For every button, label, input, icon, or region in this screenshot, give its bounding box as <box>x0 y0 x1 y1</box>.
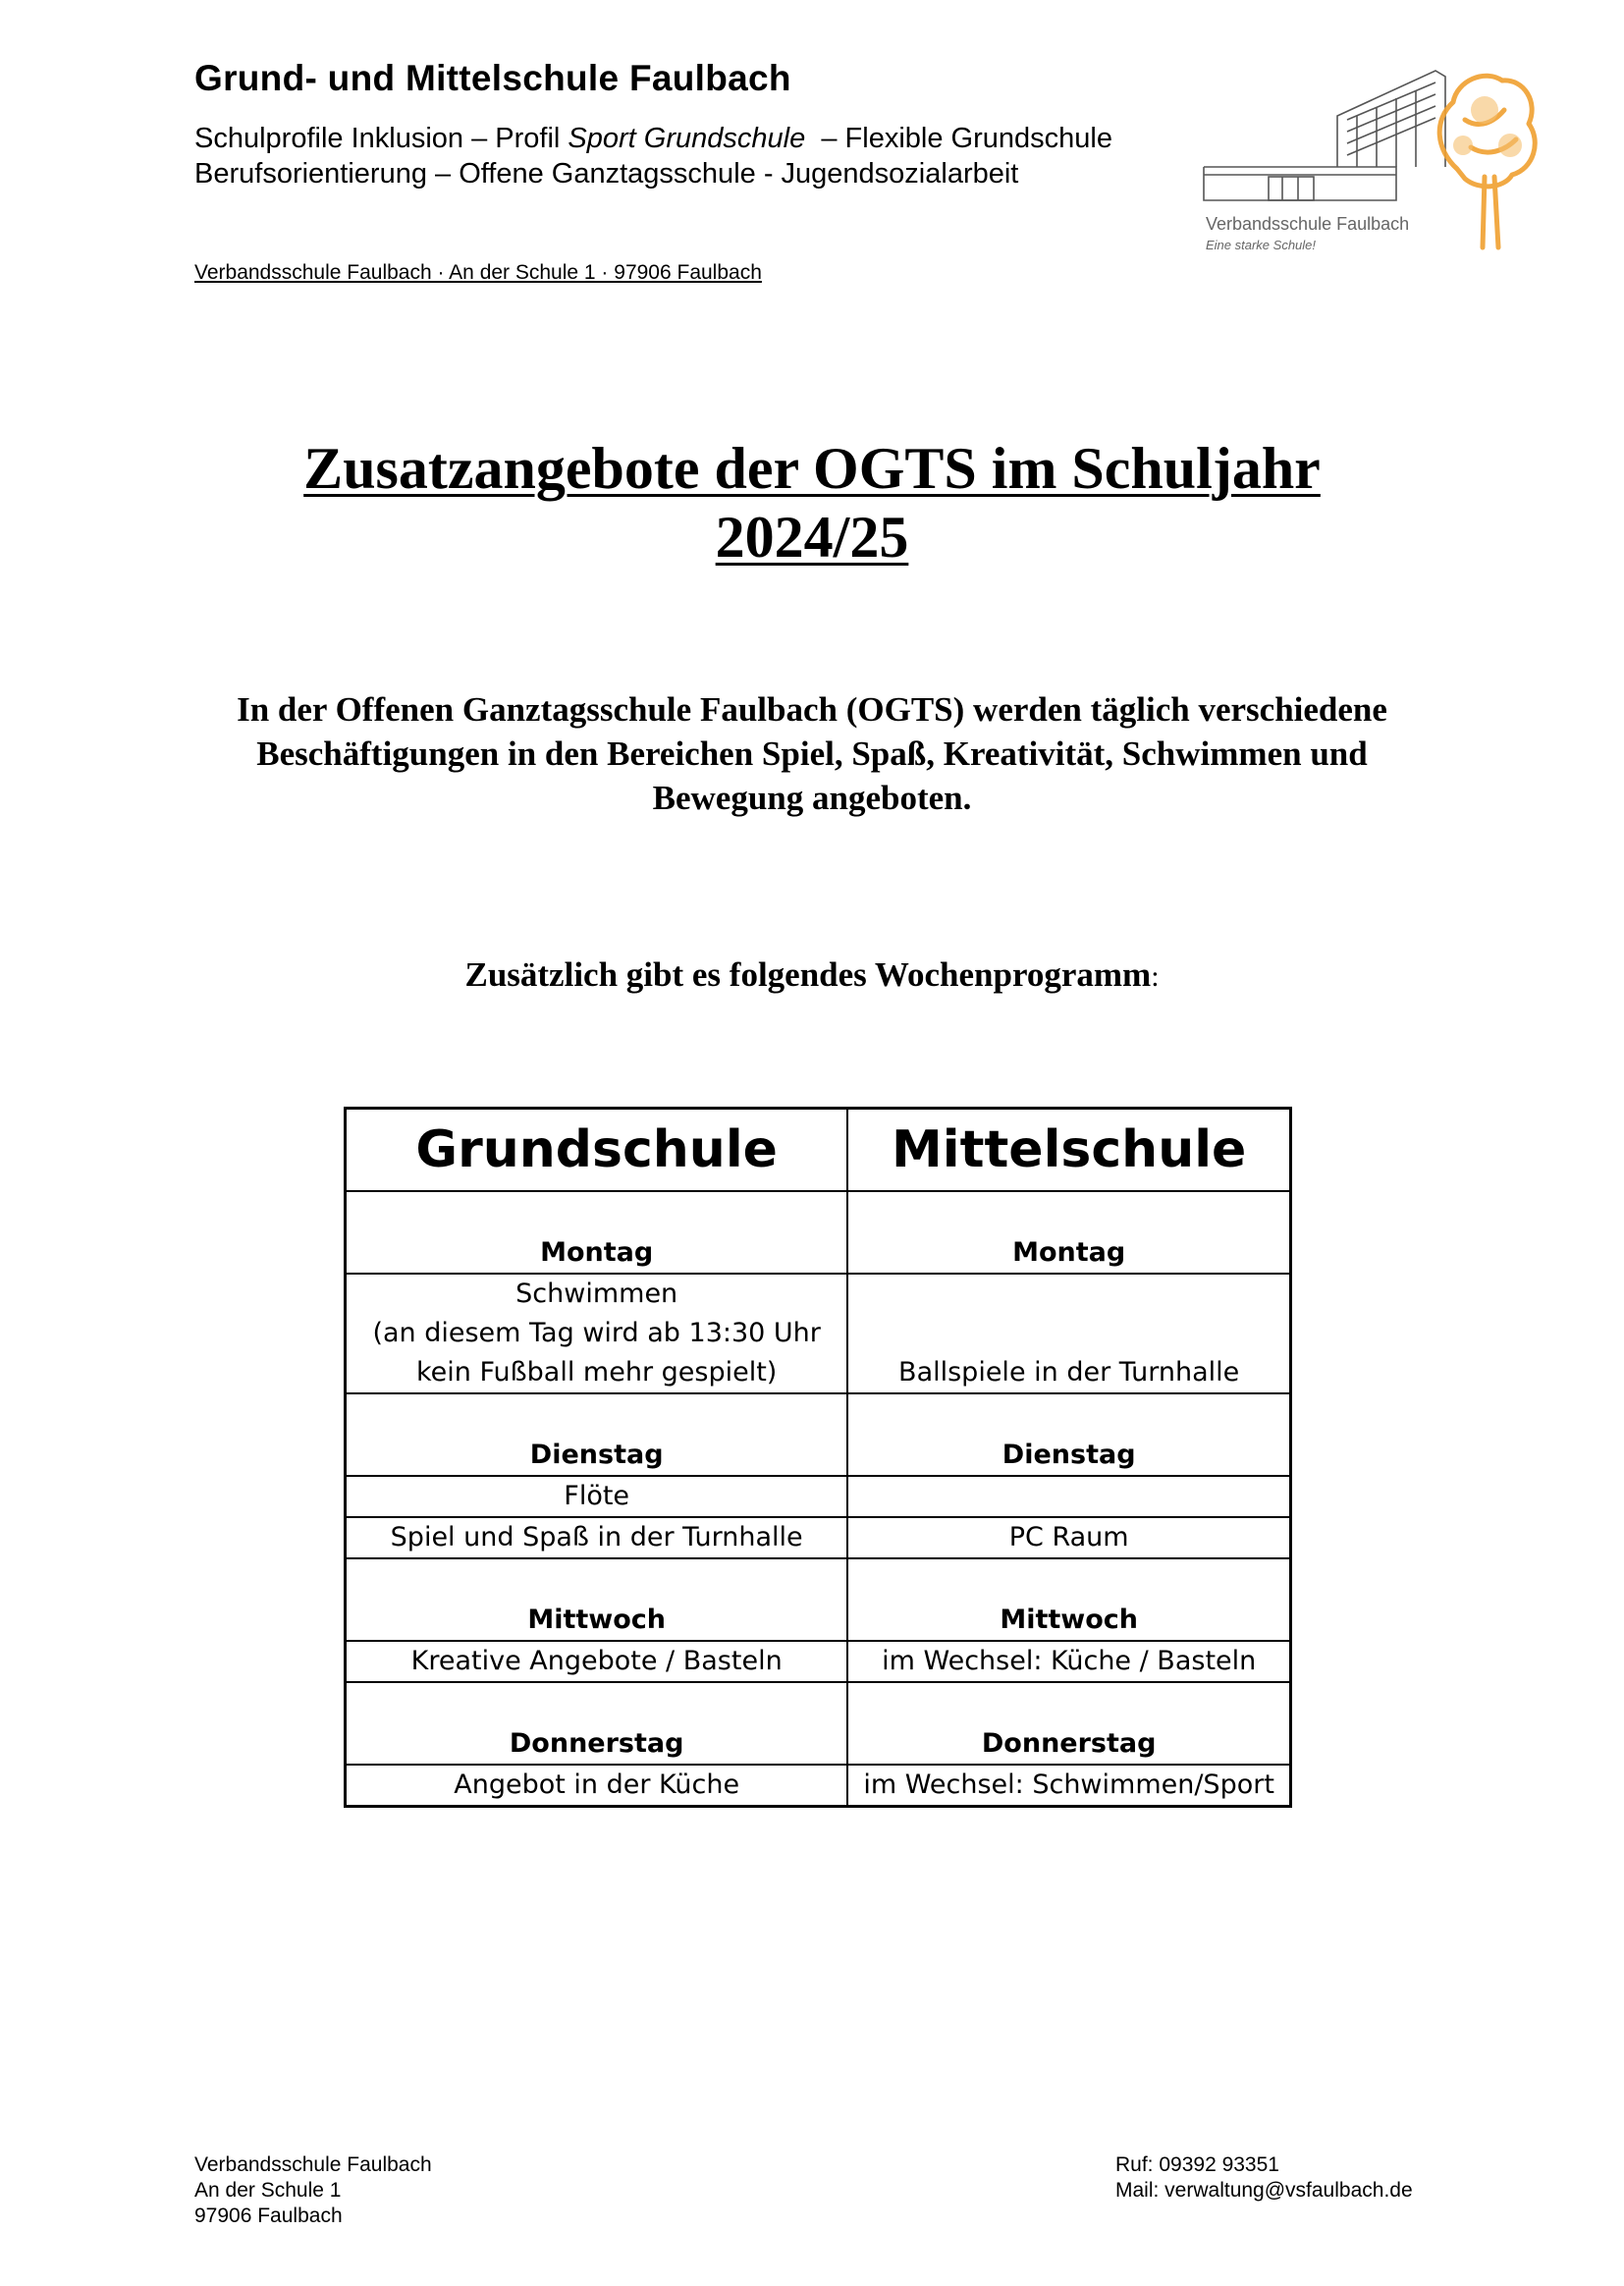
school-name: Grund- und Mittelschule Faulbach <box>194 58 791 98</box>
footer-email: Mail: verwaltung@vsfaulbach.de <box>1115 2179 1413 2202</box>
sender-address: Verbandsschule Faulbach · An der Schule 1 · 97906 Faulbach <box>194 261 762 284</box>
table-header-row <box>346 1109 1291 1192</box>
day-label: Donnerstag <box>346 1682 848 1765</box>
page-title <box>0 434 1624 572</box>
table-row <box>346 1191 1291 1274</box>
activity-cell: Ballspiele in der Turnhalle <box>847 1274 1290 1393</box>
footer-contact <box>1115 2152 1413 2204</box>
table-row <box>346 1765 1291 1807</box>
table-row <box>346 1393 1291 1476</box>
footer-address: Verbandsschule Faulbach An der Schule 1 97906 Faulbach <box>194 2153 432 2227</box>
title-line-1: Zusatzangebote der OGTS im Schuljahr <box>303 436 1321 501</box>
activity-cell: Angebot in der Küche <box>346 1765 848 1807</box>
column-header-mittelschule: Mittelschule <box>847 1109 1290 1192</box>
school-profiles-line-1: Schulprofile Inklusion – Profil Sport Grundschule – Flexible Grundschule <box>194 123 1112 154</box>
activity-cell: Schwimmen (an diesem Tag wird ab 13:30 Uhr kein Fußball mehr gespielt) <box>346 1274 848 1393</box>
day-label: Dienstag <box>847 1393 1290 1476</box>
column-header-grundschule: Grundschule <box>346 1109 848 1192</box>
activity-cell: im Wechsel: Küche / Basteln <box>847 1641 1290 1682</box>
title-line-2: 2024/25 <box>715 505 909 570</box>
activity-cell: Flöte <box>346 1476 848 1517</box>
table-row <box>346 1517 1291 1558</box>
day-label: Mittwoch <box>847 1558 1290 1641</box>
table-row <box>346 1476 1291 1517</box>
activity-cell: Spiel und Spaß in der Turnhalle <box>346 1517 848 1558</box>
table-row <box>346 1274 1291 1393</box>
day-label: Montag <box>346 1191 848 1274</box>
day-label: Dienstag <box>346 1393 848 1476</box>
day-label: Donnerstag <box>847 1682 1290 1765</box>
activity-cell: Kreative Angebote / Basteln <box>346 1641 848 1682</box>
intro-text: In der Offenen Ganztagsschule Faulbach (OGTS) werden täglich verschiedene Beschäftigungen in den Bereichen Spiel, Spaß, Kreativität, Schwimmen und Bewegung angeboten. <box>237 690 1387 817</box>
activity-cell: PC Raum <box>847 1517 1290 1558</box>
day-label: Montag <box>847 1191 1290 1274</box>
footer-phone: Ruf: 09392 93351 <box>1115 2153 1279 2176</box>
day-label: Mittwoch <box>346 1558 848 1641</box>
logo-caption: Verbandsschule Faulbach <box>1206 214 1410 234</box>
school-profiles-line-2: Berufsorientierung – Offene Ganztagsschule - Jugendsozialarbeit <box>194 158 1019 190</box>
table-row <box>346 1682 1291 1765</box>
logo-slogan: Eine starke Schule! <box>1206 238 1317 252</box>
table-row <box>346 1558 1291 1641</box>
weekly-program-heading: Zusätzlich gibt es folgendes Wochenprogramm: <box>464 955 1160 994</box>
table-row <box>346 1641 1291 1682</box>
activity-cell: im Wechsel: Schwimmen/Sport <box>847 1765 1290 1807</box>
weekly-program-table <box>344 1107 1292 1808</box>
activity-cell <box>847 1476 1290 1517</box>
